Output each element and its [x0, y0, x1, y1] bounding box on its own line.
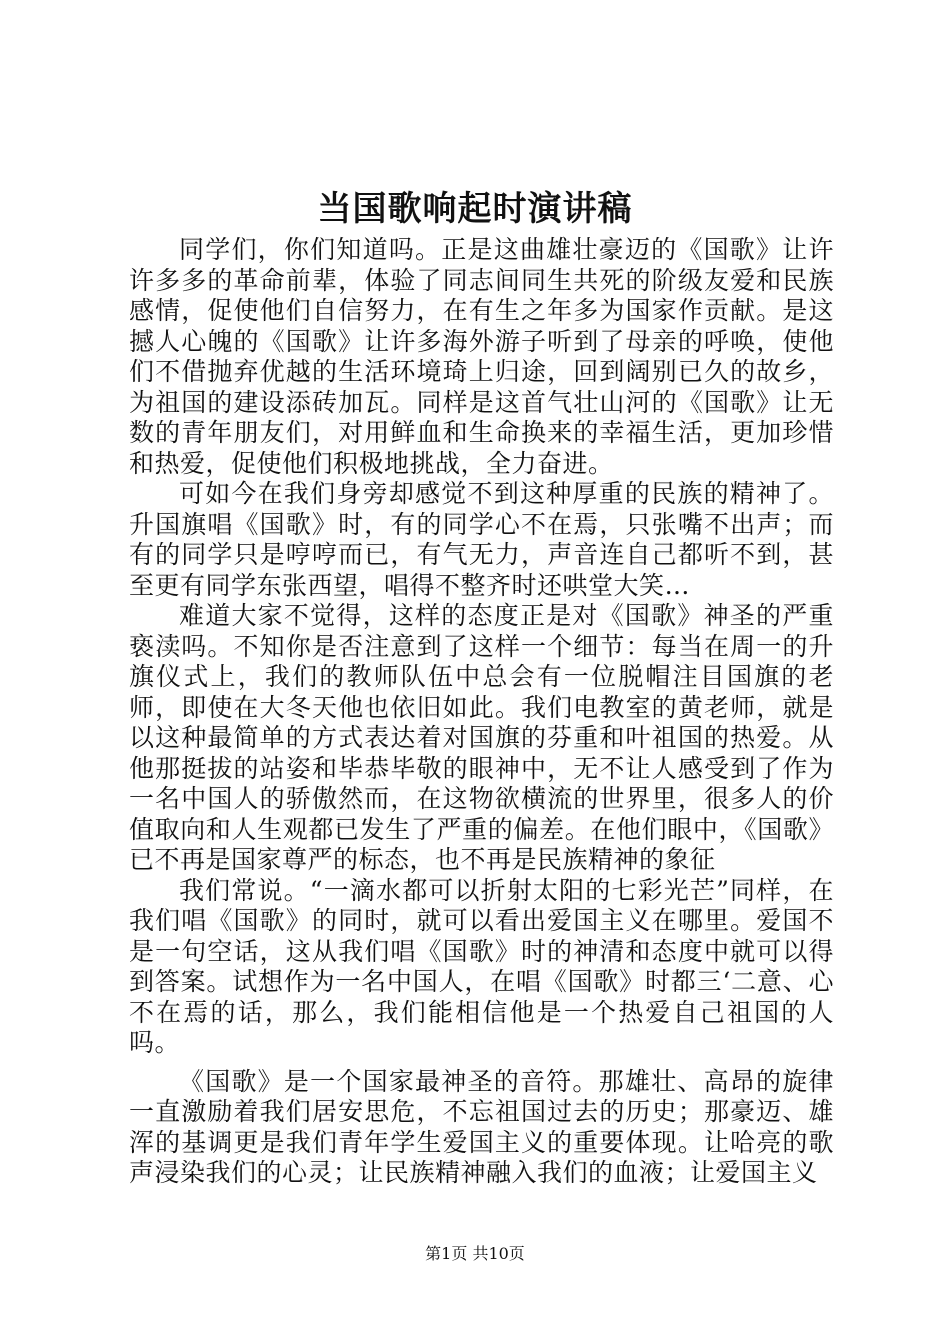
- paragraph-2: 可如今在我们身旁却感觉不到这种厚重的民族的精神了。升国旗唱《国歌》时，有的同学心不在焉，只张嘴不出声；而有的同学只是哼哼而已，有气无力，声音连自己都听不到，甚至更有同学东张西望，唱得不整齐时还哄堂大笑…: [129, 479, 834, 600]
- paragraph-5: 《国歌》是一个国家最神圣的音符。那雄壮、高昂的旋律一直激励着我们居安思危，不忘祖国过去的历史；那豪迈、雄浑的基调更是我们青年学生爱国主义的重要体现。让哈亮的歌声浸染我们的心灵；让民族精神融入我们的血液；让爱国主义: [129, 1066, 834, 1187]
- document-body: [129, 235, 834, 1189]
- paragraph-3: 难道大家不觉得，这样的态度正是对《国歌》神圣的严重亵渎吗。不知你是否注意到了这样一个细节：每当在周一的升旗仪式上，我们的教师队伍中总会有一位脱帽注目国旗的老师，即使在大冬天他也依旧如此。我们电教室的黄老师，就是以这种最简单的方式表达着对国旗的芬重和叶祖国的热爱。从他那挺拔的站姿和毕恭毕敬的眼神中，无不让人感受到了作为一名中国人的骄傲然而，在这物欲横流的世界里，很多人的价值取向和人生观都已发生了严重的偏差。在他们眼中，《国歌》已不再是国家尊严的标态，也不再是民族精神的象征: [129, 601, 834, 874]
- paragraph-1: 同学们，你们知道吗。正是这曲雄壮豪迈的《国歌》让许许多多的革命前辈，体验了同志间同生共死的阶级友爱和民族感情，促使他们自信努力，在有生之年多为国家作贡献。是这撼人心魄的《国歌》让许多海外游子听到了母亲的呼唤，使他们不借抛弃优越的生活环境琦上归途，回到阔别已久的故乡，为祖国的建设添砖加瓦。同样是这首气壮山河的《国歌》让无数的青年朋友们，对用鲜血和生命换来的幸福生活，更加珍惜和热爱，促使他们积极地挑战，全力奋进。: [129, 235, 834, 478]
- paragraph-4: 我们常说。“一滴水都可以折射太阳的七彩光芒”同样，在我们唱《国歌》的同时，就可以看出爱国主义在哪里。爱国不是一句空话，这从我们唱《国歌》时的神清和态度中就可以得到答案。试想作为一名中国人，在唱《国歌》时都三‘二意、心不在焉的话，那么，我们能相信他是一个热爱自己祖国的人吗。: [129, 875, 834, 1057]
- document-title: 当国歌响起时演讲稿: [317, 189, 633, 229]
- page-number-footer: 第1页 共10页: [425, 1244, 525, 1263]
